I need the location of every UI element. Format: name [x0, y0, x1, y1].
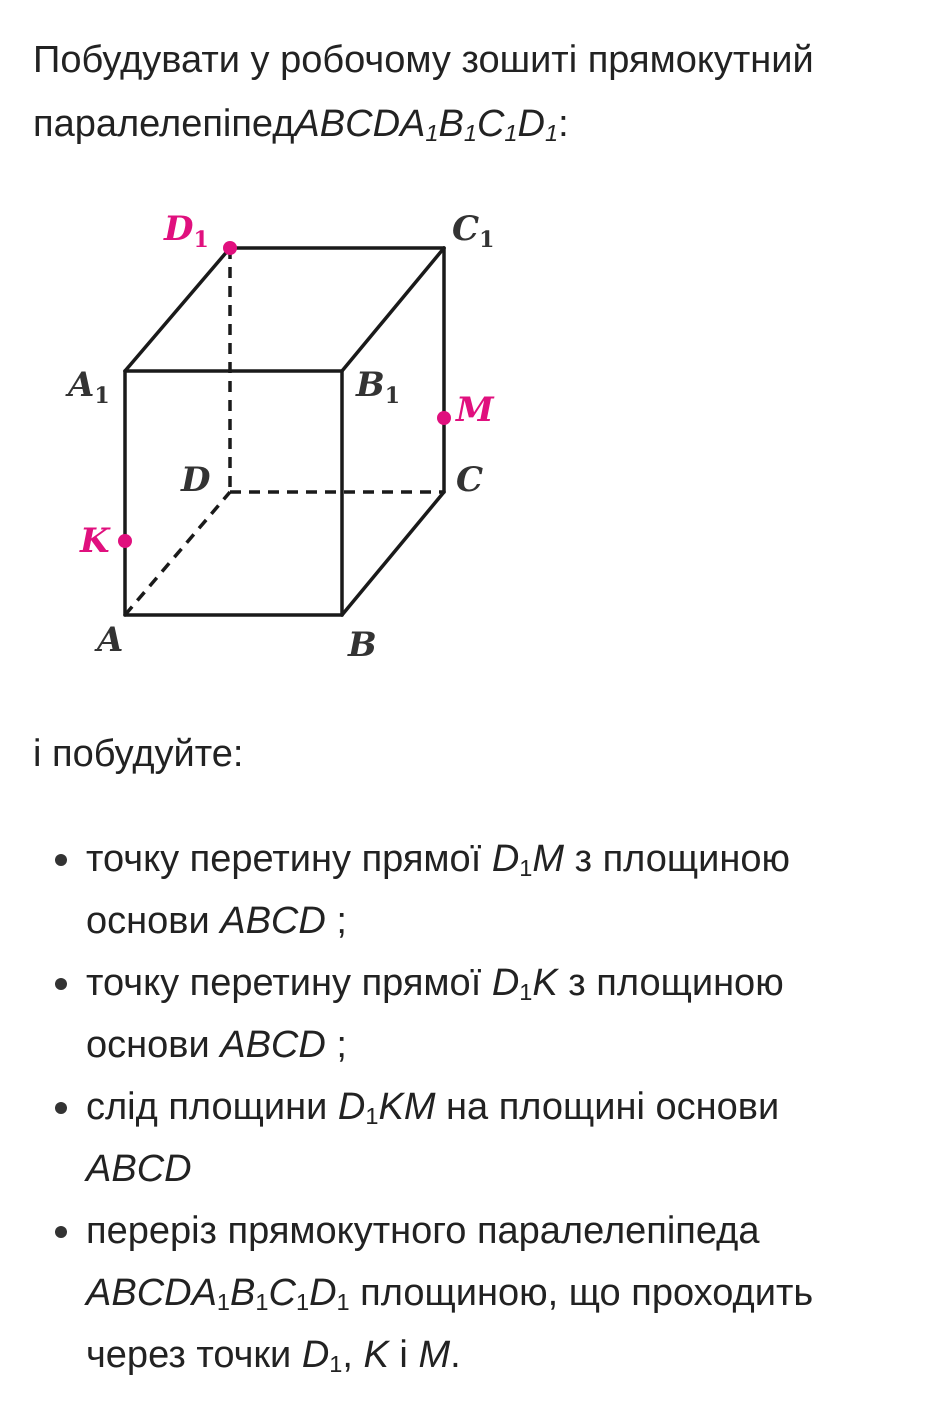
- intro-colon: :: [558, 103, 569, 145]
- list-item: [0, 952, 933, 1076]
- point-K: [118, 534, 132, 548]
- list-item: [0, 1076, 933, 1200]
- solid-edges: [125, 248, 444, 615]
- label-B: B: [348, 625, 377, 665]
- bullet-icon: [55, 978, 67, 990]
- highlight-points: [118, 241, 451, 548]
- point-M: [437, 411, 451, 425]
- point-D1: [223, 241, 237, 255]
- label-A: A: [97, 620, 124, 660]
- task-text: переріз прямокутного паралелепіпеда $ABCDA_1B_1C_1D_1$ площиною, що проходить через точки $D_1$, K і M.: [86, 1210, 814, 1378]
- bullet-icon: [55, 1102, 67, 1114]
- label-M: M: [456, 390, 494, 430]
- label-C1: $C_1$: [452, 209, 495, 253]
- instruction-text: і побудуйте:: [33, 733, 244, 775]
- label-D: D: [181, 460, 211, 500]
- intro-line-1: Побудувати у робочому зошиті прямокутний: [33, 39, 814, 81]
- label-B1: $B_1$: [356, 365, 401, 409]
- intro-word: паралелепіпед: [33, 103, 295, 145]
- edge-C1-B1: [342, 248, 444, 371]
- label-C: C: [456, 460, 484, 500]
- edge-C-B: [342, 492, 444, 615]
- edge-A-D: [125, 492, 230, 615]
- task-text: слід площини $D_1KM$ на площині основи ABCD: [86, 1086, 780, 1190]
- label-D1: $D_1$: [164, 209, 209, 253]
- list-item: [0, 1200, 933, 1386]
- label-A1: $A_1$: [68, 365, 110, 409]
- bullet-icon: [55, 854, 67, 866]
- parallelepiped-figure: [60, 195, 520, 675]
- task-text: точку перетину прямої $D_1M$ з площиною основи ABCD ;: [86, 838, 790, 942]
- edge-A1-D1: [125, 248, 230, 371]
- intro-text: [33, 28, 913, 156]
- list-item: [0, 828, 933, 952]
- parallelepiped-name: $ABCDA_1B_1C_1D_1$: [294, 103, 559, 147]
- task-list: [0, 828, 933, 1386]
- label-K: K: [80, 521, 110, 561]
- task-text: точку перетину прямої $D_1K$ з площиною основи ABCD ;: [86, 962, 784, 1066]
- bullet-icon: [55, 1226, 67, 1238]
